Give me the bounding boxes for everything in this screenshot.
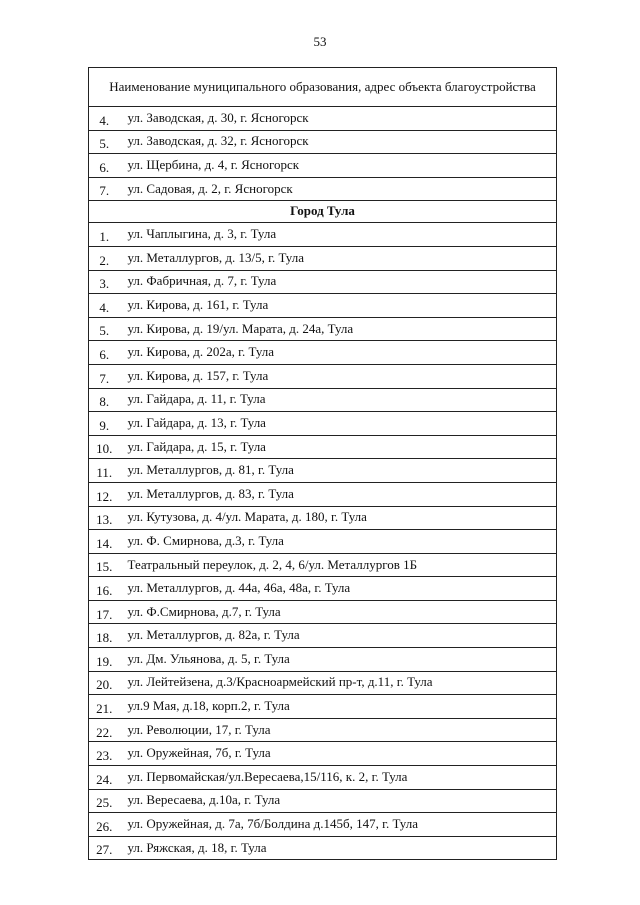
row-number — [89, 766, 120, 790]
row-number-text: 13. — [96, 512, 113, 528]
table-row — [89, 270, 557, 294]
row-number — [89, 364, 120, 388]
row-number-text: 14. — [96, 535, 113, 551]
row-number-text: 25. — [96, 795, 113, 811]
row-number — [89, 742, 120, 766]
row-address: ул. Кирова, д. 202а, г. Тула — [120, 341, 557, 365]
row-number — [89, 317, 120, 341]
table-header: Наименование муниципального образования, адрес объекта благоустройства — [89, 68, 557, 107]
row-address: ул. Первомайская/ул.Вересаева,15/116, к. 2, г. Тула — [120, 766, 557, 790]
row-address: ул. Фабричная, д. 7, г. Тула — [120, 270, 557, 294]
row-number — [89, 530, 120, 554]
row-address: ул. Лейтейзена, д.3/Красноармейский пр-т, д.11, г. Тула — [120, 671, 557, 695]
table-row — [89, 317, 557, 341]
table-row — [89, 154, 557, 178]
row-number — [89, 718, 120, 742]
row-number-text: 9. — [99, 417, 110, 433]
row-address: ул. Металлургов, д. 81, г. Тула — [120, 459, 557, 483]
row-number-text: 5. — [99, 136, 110, 152]
row-number-text: 4. — [99, 112, 110, 128]
row-number-text: 27. — [96, 842, 113, 858]
row-number-text: 15. — [96, 559, 113, 575]
row-number-text: 5. — [99, 323, 110, 339]
row-number — [89, 813, 120, 837]
row-number-text: 18. — [96, 630, 113, 646]
row-number-text: 23. — [96, 748, 113, 764]
row-number — [89, 223, 120, 247]
row-address: ул. Металлургов, д. 44а, 46а, 48а, г. Тула — [120, 577, 557, 601]
row-number-text: 21. — [96, 700, 113, 716]
row-address: ул. Металлургов, д. 83, г. Тула — [120, 482, 557, 506]
table-row — [89, 107, 557, 131]
row-number — [89, 459, 120, 483]
row-number-text: 7. — [99, 370, 110, 386]
row-address: ул. Гайдара, д. 15, г. Тула — [120, 435, 557, 459]
row-address: ул. Кирова, д. 157, г. Тула — [120, 364, 557, 388]
table-row — [89, 577, 557, 601]
table-row — [89, 718, 557, 742]
table-row — [89, 246, 557, 270]
table-row — [89, 530, 557, 554]
table-row — [89, 742, 557, 766]
table-row — [89, 223, 557, 247]
table-row — [89, 341, 557, 365]
row-address: ул. Кутузова, д. 4/ул. Марата, д. 180, г. Тула — [120, 506, 557, 530]
row-address: Театральный переулок, д. 2, 4, 6/ул. Металлургов 1Б — [120, 553, 557, 577]
row-number-text: 10. — [96, 441, 113, 457]
table-row — [89, 364, 557, 388]
page-number: 53 — [313, 34, 327, 49]
row-number — [89, 270, 120, 294]
row-number — [89, 177, 120, 201]
row-number — [89, 246, 120, 270]
row-number — [89, 412, 120, 436]
row-number — [89, 154, 120, 178]
table-row — [89, 130, 557, 154]
table-row — [89, 836, 557, 860]
row-address: ул. Ф. Смирнова, д.3, г. Тула — [120, 530, 557, 554]
table-row — [89, 553, 557, 577]
table-row — [89, 294, 557, 318]
row-number-text: 1. — [99, 229, 110, 245]
row-number-text: 6. — [99, 159, 110, 175]
row-address: ул. Садовая, д. 2, г. Ясногорск — [120, 177, 557, 201]
row-address: ул. Вересаева, д.10а, г. Тула — [120, 789, 557, 813]
table-row — [89, 671, 557, 695]
row-address: ул.9 Мая, д.18, корп.2, г. Тула — [120, 695, 557, 719]
table-row — [89, 435, 557, 459]
row-number-text: 7. — [99, 183, 110, 199]
row-number-text: 20. — [96, 677, 113, 693]
row-number-text: 3. — [99, 276, 110, 292]
row-number — [89, 107, 120, 131]
row-number — [89, 130, 120, 154]
row-number-text: 19. — [96, 653, 113, 669]
row-address: ул. Металлургов, д. 13/5, г. Тула — [120, 246, 557, 270]
row-address: ул. Щербина, д. 4, г. Ясногорск — [120, 154, 557, 178]
row-number — [89, 600, 120, 624]
row-address: ул. Ряжская, д. 18, г. Тула — [120, 836, 557, 860]
row-number — [89, 341, 120, 365]
row-number-text: 26. — [96, 818, 113, 834]
table-row — [89, 482, 557, 506]
row-number — [89, 695, 120, 719]
row-number-text: 4. — [99, 299, 110, 315]
table-row — [89, 624, 557, 648]
row-number — [89, 789, 120, 813]
row-number — [89, 836, 120, 860]
row-number — [89, 482, 120, 506]
row-number-text: 22. — [96, 724, 113, 740]
table-row — [89, 506, 557, 530]
row-number — [89, 648, 120, 672]
row-number-text: 11. — [96, 464, 113, 480]
row-number — [89, 506, 120, 530]
row-number-text: 8. — [99, 394, 110, 410]
row-address: ул. Заводская, д. 32, г. Ясногорск — [120, 130, 557, 154]
row-address: ул. Кирова, д. 19/ул. Марата, д. 24а, Тула — [120, 317, 557, 341]
table-row — [89, 789, 557, 813]
row-number — [89, 294, 120, 318]
row-number — [89, 435, 120, 459]
row-number-text: 17. — [96, 606, 113, 622]
row-address: ул. Чаплыгина, д. 3, г. Тула — [120, 223, 557, 247]
row-address: ул. Гайдара, д. 13, г. Тула — [120, 412, 557, 436]
row-address: ул. Заводская, д. 30, г. Ясногорск — [120, 107, 557, 131]
section-title: Город Тула — [89, 201, 557, 223]
row-number-text: 6. — [99, 347, 110, 362]
row-address: ул. Оружейная, 7б, г. Тула — [120, 742, 557, 766]
table-row — [89, 388, 557, 412]
section-row — [89, 201, 557, 223]
table-row — [89, 412, 557, 436]
table-row — [89, 813, 557, 837]
table-row — [89, 695, 557, 719]
row-number-text: 24. — [96, 771, 113, 787]
row-address: ул. Металлургов, д. 82а, г. Тула — [120, 624, 557, 648]
row-number-text: 16. — [96, 582, 113, 598]
row-address: ул. Дм. Ульянова, д. 5, г. Тула — [120, 648, 557, 672]
table-row — [89, 648, 557, 672]
table-row — [89, 177, 557, 201]
row-address: ул. Ф.Смирнова, д.7, г. Тула — [120, 600, 557, 624]
table-row — [89, 459, 557, 483]
row-address: ул. Гайдара, д. 11, г. Тула — [120, 388, 557, 412]
row-number — [89, 671, 120, 695]
row-address: ул. Кирова, д. 161, г. Тула — [120, 294, 557, 318]
row-number — [89, 388, 120, 412]
addresses-table — [88, 67, 557, 860]
row-address: ул. Оружейная, д. 7а, 7б/Болдина д.145б, 147, г. Тула — [120, 813, 557, 837]
row-number — [89, 624, 120, 648]
row-number-text: 12. — [96, 488, 113, 504]
table-body — [89, 107, 557, 860]
row-number — [89, 553, 120, 577]
row-address: ул. Революции, 17, г. Тула — [120, 718, 557, 742]
table-row — [89, 766, 557, 790]
row-number — [89, 577, 120, 601]
table-row — [89, 600, 557, 624]
row-number-text: 2. — [99, 252, 110, 268]
